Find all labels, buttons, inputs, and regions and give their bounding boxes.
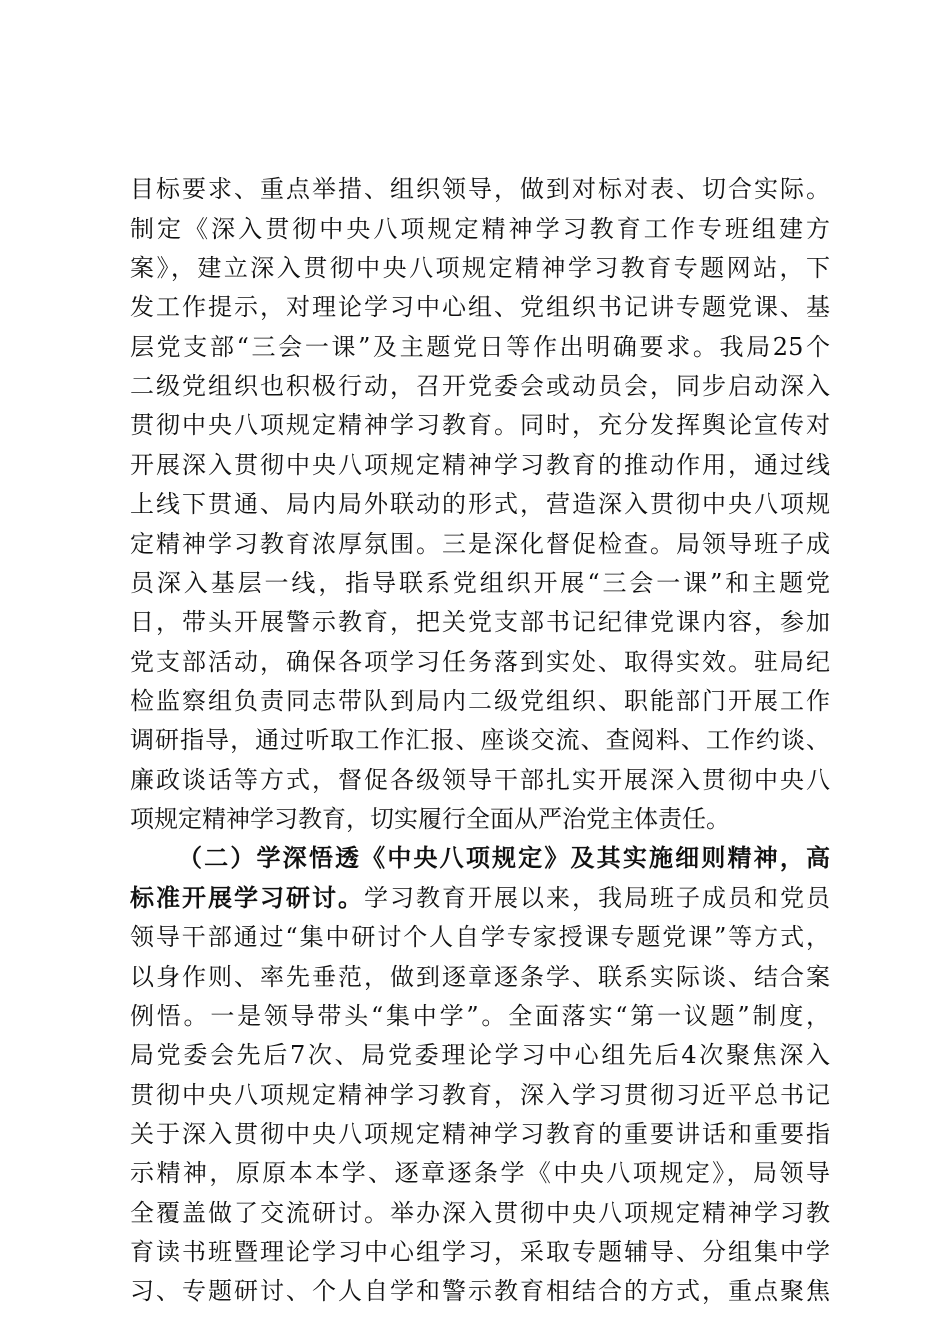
text-line: 目标要求、重点举措、组织领导，做到对标对表、切合实际。 (130, 175, 830, 203)
text-line: 领导干部通过“集中研讨个人自学专家授课专题党课”等方式， (130, 923, 830, 951)
text-line: 发工作提示，对理论学习中心组、党组织书记讲专题党课、基 (130, 293, 830, 321)
text-line: 日，带头开展警示教育，把关党支部书记纪律党课内容，参加 (130, 608, 830, 636)
text-line: 二级党组织也积极行动，召开党委会或动员会，同步启动深入 (130, 372, 830, 400)
text-line: 调研指导，通过听取工作汇报、座谈交流、查阅料、工作约谈、 (130, 726, 830, 754)
text-line: 上线下贯通、局内局外联动的形式，营造深入贯彻中央八项规 (130, 490, 830, 518)
text-line: 关于深入贯彻中央八项规定精神学习教育的重要讲话和重要指 (130, 1120, 830, 1148)
text-line: 贯彻中央八项规定精神学习教育。同时，充分发挥舆论宣传对 (130, 411, 830, 439)
paragraph-last-line: 项规定精神学习教育，切实履行全面从严治党主体责任。 (130, 805, 730, 833)
text-line: 案》，建立深入贯彻中央八项规定精神学习教育专题网站，下 (130, 254, 830, 282)
paragraph-text-start: 学习教育开展以来，我局班子成员和党员 (364, 884, 830, 912)
text-line: 制定《深入贯彻中央八项规定精神学习教育工作专班组建方 (130, 215, 830, 243)
text-line: 以身作则、率先垂范，做到逐章逐条学、联系实际谈、结合案 (130, 963, 830, 991)
text-line: 例悟。一是领导带头“集中学”。全面落实“第一议题”制度， (130, 1002, 830, 1030)
section-heading-continuation (130, 881, 830, 915)
text-line: 廉政谈话等方式，督促各级领导干部扎实开展深入贯彻中央八 (130, 766, 830, 794)
text-line: 员深入基层一线，指导联系党组织开展“三会一课”和主题党 (130, 569, 830, 597)
text-line: 全覆盖做了交流研讨。举办深入贯彻中央八项规定精神学习教 (130, 1199, 830, 1227)
text-line: 检监察组负责同志带队到局内二级党组织、职能部门开展工作 (130, 687, 830, 715)
text-line: 贯彻中央八项规定精神学习教育，深入学习贯彻习近平总书记 (130, 1081, 830, 1109)
text-line: 习、专题研讨、个人自学和警示教育相结合的方式，重点聚焦 (130, 1277, 830, 1305)
text-line: 示精神，原原本本学、逐章逐条学《中央八项规定》，局领导 (130, 1159, 830, 1187)
text-line: 层党支部“三会一课”及主题党日等作出明确要求。我局25个 (130, 333, 830, 361)
text-line: 定精神学习教育浓厚氛围。三是深化督促检查。局领导班子成 (130, 530, 830, 558)
text-line: 党支部活动，确保各项学习任务落到实处、取得实效。驻局纪 (130, 648, 830, 676)
section-heading: （二）学深悟透《中央八项规定》及其实施细则精神，高 (178, 843, 830, 872)
text-line: 育读书班暨理论学习中心组学习，采取专题辅导、分组集中学 (130, 1238, 830, 1266)
text-line: 开展深入贯彻中央八项规定精神学习教育的推动作用，通过线 (130, 451, 830, 479)
text-line: 局党委会先后7次、局党委理论学习中心组先后4次聚焦深入 (130, 1041, 830, 1069)
section-heading-end: 标准开展学习研讨。 (130, 883, 364, 912)
